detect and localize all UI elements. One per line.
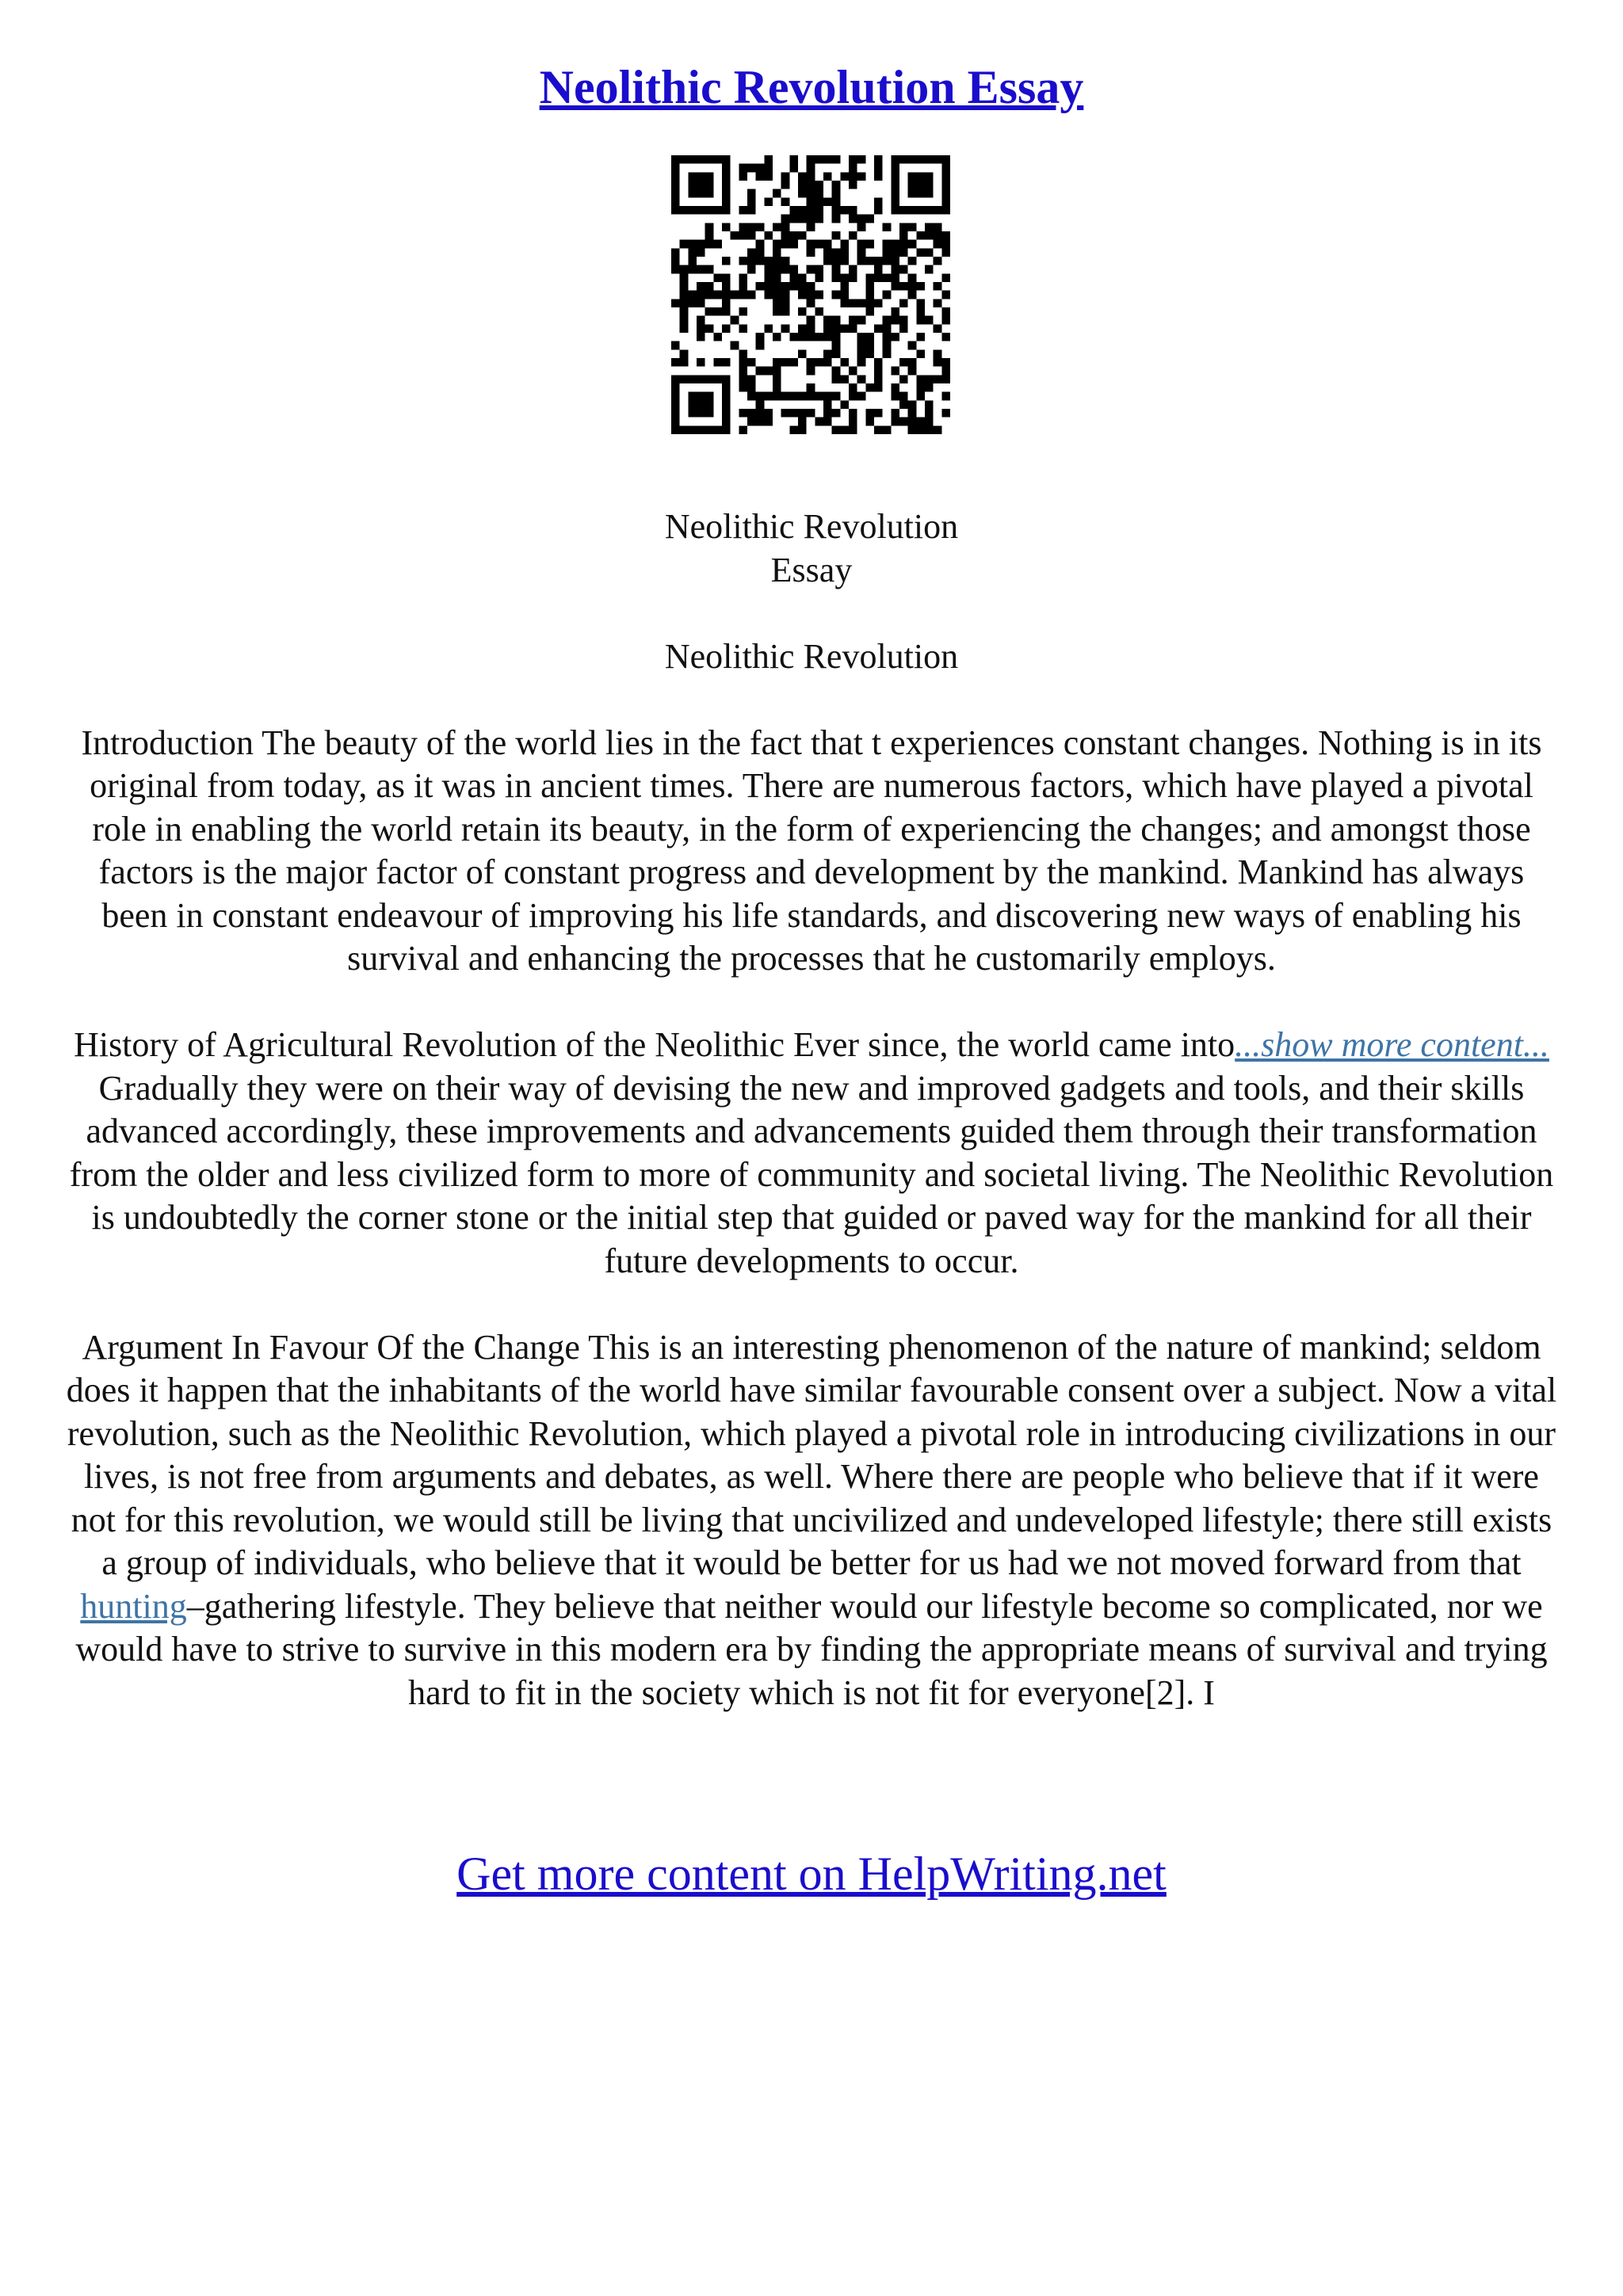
- title-link[interactable]: Neolithic Revolution Essay: [539, 61, 1084, 113]
- show-more-link[interactable]: ...show more content...: [1235, 1025, 1549, 1064]
- paragraph-argument-text-a: Argument In Favour Of the Change This is an interesting phenomenon of the nature of mankind; seldom does it happen that the inhabitants of the world have similar favourable consent over a subject. Now a vital revolution, such as the Neolithic Revolution, which played a pivotal role in introducing civilizations in our lives, is not free from arguments and debates, as well. Where there are people who believe that if it were not for this revolution, we would still be living that uncivilized and undeveloped lifestyle; there still exists a group of individuals, who believe that it would be better for us had we not moved forward from that: [66, 1327, 1557, 1582]
- paragraph-history-text: History of Agricultural Revolution of the Neolithic Ever since, the world came into: [74, 1025, 1235, 1064]
- subtitle-line-1: Neolithic Revolution: [664, 507, 959, 546]
- qr-code-icon: [671, 155, 950, 434]
- essay-body: [63, 505, 1560, 1714]
- paragraph-argument: [63, 1326, 1560, 1715]
- footer-cta: [0, 1842, 1623, 1905]
- helpwriting-link[interactable]: Get more content on HelpWriting.net: [456, 1848, 1167, 1900]
- paragraph-argument-text-b: –gathering lifestyle. They believe that neither would our lifestyle become so complicated, nor we would have to strive to survive in this modern era by finding the appropriate means of survival and trying hard to fit in the society which is not fit for everyone[2]. I: [75, 1586, 1548, 1712]
- hunting-link[interactable]: hunting: [80, 1586, 187, 1626]
- section-heading: Neolithic Revolution: [664, 636, 959, 676]
- subtitle-line-2: Essay: [770, 550, 853, 589]
- page-title: [0, 55, 1623, 119]
- paragraph-history: [63, 1024, 1560, 1067]
- paragraph-introduction: Introduction The beauty of the world lies in the fact that t experiences constant changes. Nothing is in its original from today, as it was in ancient times. There are numerous factors, which have played a pivotal role in enabling the world retain its beauty, in the form of experiencing the changes; and amongst those factors is the major factor of constant progress and development by the mankind. Mankind has always been in constant endeavour of improving his life standards, and discovering new ways of enabling his survival and enhancing the processes that he customarily employs.: [81, 723, 1542, 978]
- paragraph-gradually: Gradually they were on their way of devising the new and improved gadgets and tools, and their skills advanced accordingly, these improvements and advancements guided them through their transformation from the older and less civilized form to more of community and societal living. The Neolithic Revolution is undoubtedly the corner stone or the initial step that guided or paved way for the mankind for all their future developments to occur.: [69, 1068, 1554, 1280]
